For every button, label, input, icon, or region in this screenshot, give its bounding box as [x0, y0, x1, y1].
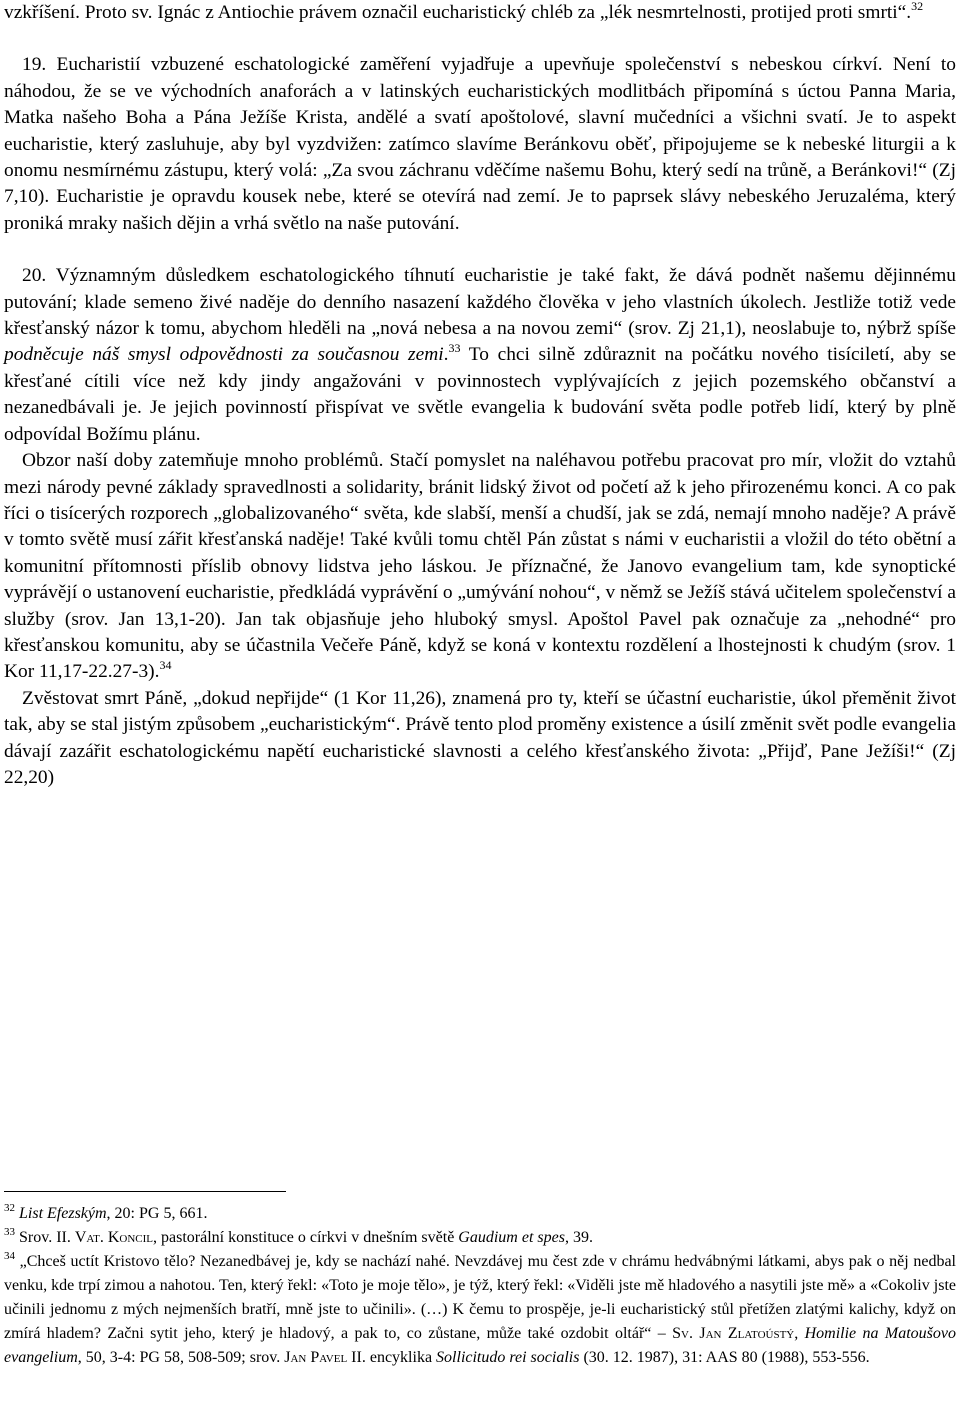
emphasis-text: podněcuje náš smysl odpovědnosti za současnou zemi — [4, 344, 444, 366]
footnote-smallcaps: Jan Pavel II — [284, 1349, 362, 1366]
footnote-title: Sollicitudo rei socialis — [436, 1349, 580, 1366]
footnote-number: 32 — [4, 1202, 15, 1214]
paragraph-text: To chci silně zdůraznit na počátku nového tisíciletí, aby se křesťané cítili více než kdy jindy angažováni v povinnostech vyplývajících z jejich pozemského občanství a nezanedbávali je. Je jejich povinností přispívat ve světle evangelia k budování světa podle potřeb lidí, který by plně odpovídal Božímu plánu. — [4, 344, 956, 445]
footnote-text: , 20: PG 5, 661. — [106, 1205, 208, 1222]
paragraph-text: . — [443, 344, 449, 366]
footnotes — [4, 1191, 956, 1370]
footnote-number: 34 — [4, 1250, 15, 1262]
paragraph-text: vzkříšení. Proto sv. Ignác z Antiochie právem označil eucharistický chléb za „lék nesmrtelnosti, protijed proti smrti“. — [4, 2, 912, 23]
footnote-text: . encyklika — [361, 1349, 437, 1366]
footnote-text: Srov. II. — [15, 1229, 75, 1246]
footnote-text: , 50, 3-4: PG 58, 508-509; srov. — [77, 1349, 285, 1366]
footnote-ref-34: 34 — [159, 658, 172, 673]
footnote-32 — [4, 1202, 956, 1226]
paragraph-text: 20. Významným důsledkem eschatologického tíhnutí eucharistie je také fakt, že dává podnět našemu dějinnému putování; klade semeno živé naděje do denního nasazení každého člověka v jeho vlastních úkolech. Jestliže totiž vede křesťanský názor k tomu, abychom hleděli na „nová nebesa a na novou zemi“ (srov. Zj 21,1), neoslabuje to, nýbrž spíše — [4, 265, 956, 340]
paragraph-zvestovat — [4, 686, 956, 792]
footnote-title: Homilie na Matoušovo evangelium — [4, 1325, 956, 1366]
paragraph-19 — [4, 52, 956, 237]
footnote-text: „Chceš uctít Kristovo tělo? Nezanedbávej je, kdy se nachází nahé. Nevzdávej mu čest zde v chrámu hedvábnými látkami, abys pak o něj nedbal venku, kde trpí zimou a nahotou. Ten, který řekl: «Toto je moje tělo», je týž, který řekl: «Viděli jste mě hladového a nasytili jste mě» a «Cokoliv jste učinili jednomu z mých nejmenších bratří, mně jste to učinili». (…) K čemu to prospěje, je-li eucharistický stůl přetížen zlatými kalichy, když on zmírá hladem? Začni sytit jeho, který je hladový, a pak to, co zůstane, může také ozdobit oltář“ – — [4, 1253, 956, 1342]
footnote-ref-32: 32 — [911, 0, 924, 13]
footnote-number: 33 — [4, 1226, 15, 1238]
footnote-divider — [4, 1191, 286, 1192]
paragraph-obzor — [4, 448, 956, 686]
footnote-smallcaps: Sv. Jan Zlatoústý — [672, 1325, 795, 1342]
footnote-smallcaps: Vat. Koncil — [74, 1229, 154, 1246]
footnote-text: , 39. — [564, 1229, 593, 1246]
paragraph-text: 19. Eucharistií vzbuzené eschatologické zaměření vyjadřuje a upevňuje společenství s nebeskou církví. Není to náhodou, že se ve východních anaforách a v latinských eucharistických modlitbách připomíná s úctou Panna Maria, Matka našeho Boha a Pána Ježíše Krista, andělé a svatí apoštolové, slavní mučedníci a všichni svatí. Je to aspekt eucharistie, který zasluhuje, aby byl vyzdvižen: zatímco slavíme Beránkovu oběť, připojujeme se k nebeské liturgii a k onomu nesmírnému zástupu, který volá: „Za svou záchranu vděčíme našemu Bohu, který sedí na trůně, a Beránkovi!“ (Zj 7,10). Eucharistie je opravdu kousek nebe, které se otevírá nad zemí. Je to paprsek slávy nebeského Jeruzaléma, který proniká mraky našich dějin a vrhá světlo na naše putování. — [4, 54, 956, 234]
paragraph-intro — [4, 0, 956, 26]
paragraph-text: Zvěstovat smrt Páně, „dokud nepřijde“ (1 Kor 11,26), znamená pro ty, kteří se účastní eucharistie, úkol přeměnit život tak, aby se stal jistým způsobem „eucharistickým“. Právě tento plod proměny existence a úsilí změnit svět podle evangelia dávají zazářit eschatologickému napětí eucharistické slavnosti a celého křesťanského života: „Přijď, Pane Ježíši!“ (Zj 22,20) — [4, 687, 956, 788]
footnote-text: (30. 12. 1987), 31: AAS 80 (1988), 553-556. — [579, 1349, 870, 1366]
footnote-text: , — [794, 1325, 805, 1342]
footnote-34 — [4, 1250, 956, 1370]
footnote-ref-33: 33 — [448, 341, 461, 356]
main-text — [4, 0, 956, 791]
footnote-title: List Efezským — [19, 1205, 107, 1222]
footnote-title: Gaudium et spes — [458, 1229, 565, 1246]
footnote-text: , pastorální konstituce o církvi v dnešním světě — [153, 1229, 459, 1246]
document-page — [4, 0, 956, 1366]
paragraph-20 — [4, 263, 956, 448]
footnote-33 — [4, 1226, 956, 1250]
paragraph-text: Obzor naší doby zatemňuje mnoho problémů. Stačí pomyslet na naléhavou potřebu pracovat pro mír, vložit do vztahů mezi národy pevné základy spravedlnosti a solidarity, bránit lidský život od početí až k jeho přirozenému konci. A co pak říci o tisícerých rozporech „globalizovaného“ světa, kde slabší, menší a chudší, jak se zdá, nemají mnoho naděje? A právě v tomto světě musí zářit křesťanská naděje! Také kvůli tomu chtěl Pán zůstat s námi v eucharistii a vložil do této obětní a komunitní přítomnosti příslib obnovy lidstva jeho láskou. Je příznačné, že Janovo evangelium tam, kde synoptické vyprávějí o ustanovení eucharistie, předkládá vyprávění o „umývání nohou“, v němž se Ježíš stává učitelem společenství a služby (srov. Jan 13,1-20). Jan tak objasňuje jeho hluboký smysl. Apoštol Pavel pak označuje za „nehodné“ pro křesťanskou komunitu, aby se účastnila Večeře Páně, když se koná v kontextu rozdělení a lhostejnosti k chudým (srov. 1 Kor 11,17-22.27-3). — [4, 450, 956, 683]
